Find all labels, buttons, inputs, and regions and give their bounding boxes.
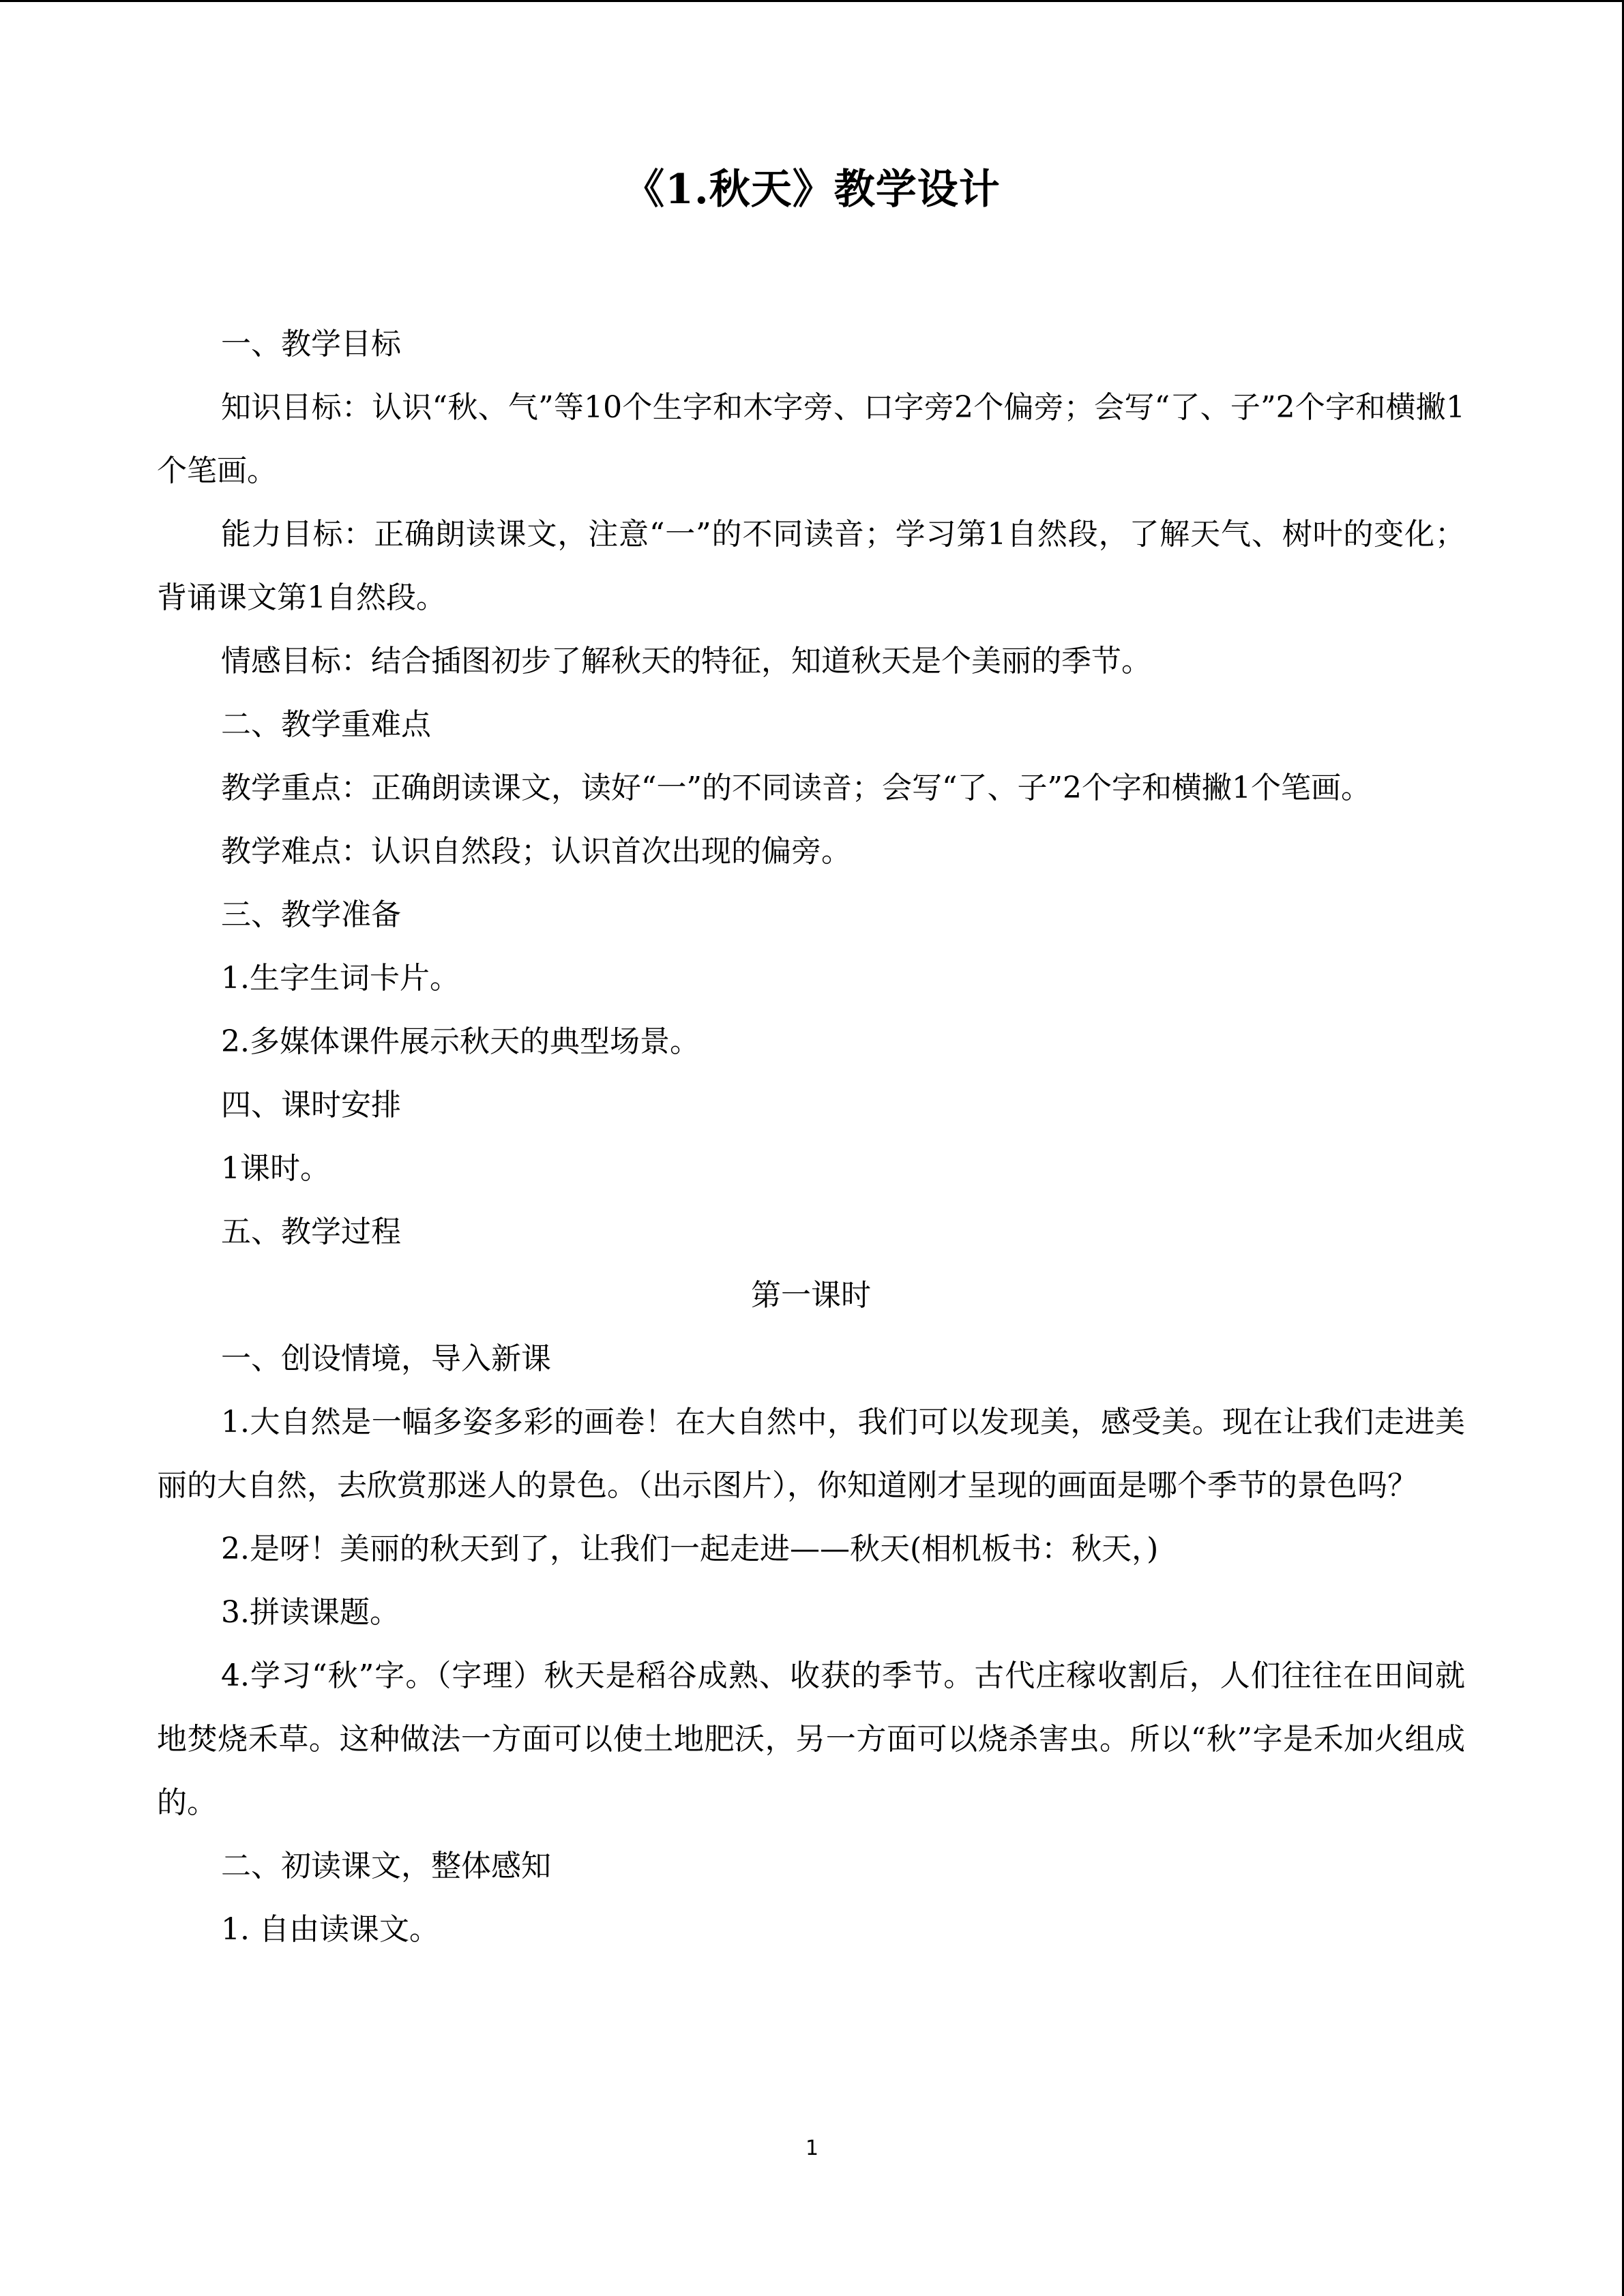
page-number: 1 [805, 2136, 819, 2160]
schedule-text: 1课时。 [221, 1151, 330, 1186]
ability-objective: 能力目标：正确朗读课文，注意“一”的不同读音；学习第1自然段，了解天气、树叶的变化；背诵课文第1自然段。 [157, 517, 1465, 615]
step-item: 3.拼读课题。 [221, 1595, 400, 1630]
step-item: 1. 自由读课文。 [221, 1912, 439, 1947]
preparation-item: 1.生字生词卡片。 [221, 961, 460, 996]
step-item: 4.学习“秋”字。（字理）秋天是稻谷成熟、收获的季节。古代庄稼收割后，人们往往在田间就地焚烧禾草。这种做法一方面可以使土地肥沃，另一方面可以烧杀害虫。所以“秋”字是禾加火组成的。 [157, 1658, 1466, 1820]
lesson-period-heading: 第一课时 [751, 1278, 871, 1313]
step-heading-first-reading: 二、初读课文，整体感知 [221, 1849, 551, 1883]
step-item: 1.大自然是一幅多姿多彩的画卷！在大自然中，我们可以发现美，感受美。现在让我们走进美丽的大自然，去欣赏那迷人的景色。（出示图片），你知道刚才呈现的画面是哪个季节的景色吗？ [157, 1405, 1465, 1503]
section-heading-preparation: 三、教学准备 [221, 897, 401, 932]
emotion-objective: 情感目标：结合插图初步了解秋天的特征，知道秋天是个美丽的季节。 [221, 644, 1151, 679]
step-item: 2.是呀！美丽的秋天到了，让我们一起走进——秋天(相机板书：秋天，) [221, 1532, 1159, 1566]
teaching-difficulty: 教学难点：认识自然段；认识首次出现的偏旁。 [221, 834, 851, 869]
knowledge-objective: 知识目标：认识“秋、气”等10个生字和木字旁、口字旁2个偏旁；会写“了、子”2个字和横撇1个笔画。 [157, 390, 1465, 488]
preparation-item: 2.多媒体课件展示秋天的典型场景。 [221, 1024, 700, 1059]
document-body [157, 312, 1465, 1961]
section-heading-key-points: 二、教学重难点 [221, 707, 431, 742]
section-heading-process: 五、教学过程 [221, 1214, 401, 1249]
document-title: 《1.秋天》教学设计 [623, 166, 1001, 213]
step-heading-introduction: 一、创设情境，导入新课 [221, 1341, 551, 1376]
teaching-key-point: 教学重点：正确朗读课文，读好“一”的不同读音；会写“了、子”2个字和横撇1个笔画。 [221, 771, 1371, 805]
section-heading-objectives: 一、教学目标 [221, 327, 401, 361]
section-heading-schedule: 四、课时安排 [221, 1088, 401, 1122]
